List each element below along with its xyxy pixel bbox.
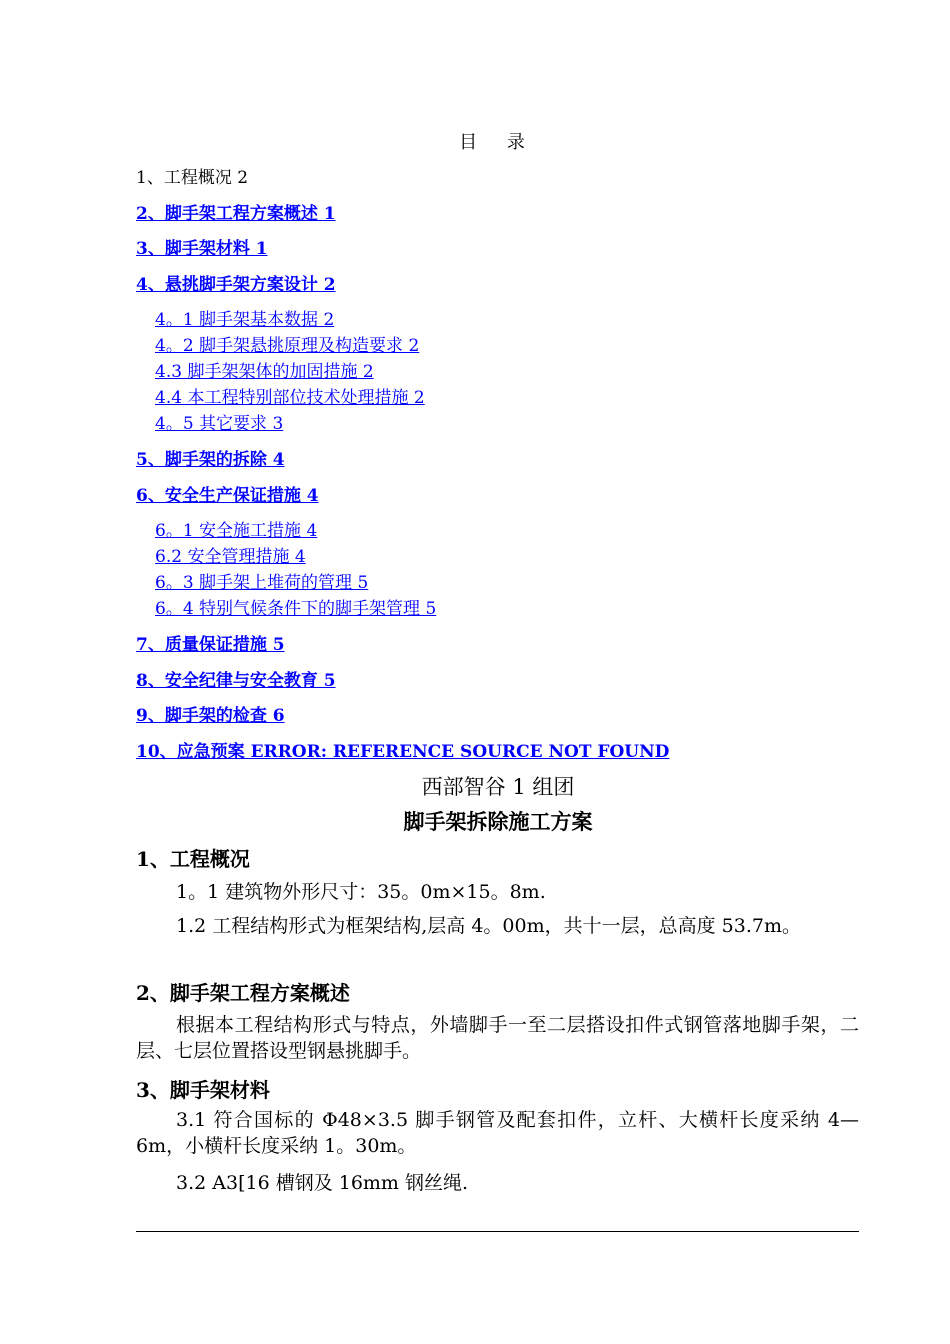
toc-link-8[interactable]: 8、安全纪律与安全教育 5	[136, 671, 336, 691]
toc-link-4[interactable]: 4、悬挑脚手架方案设计 2	[136, 275, 336, 295]
section-heading-2: 2、脚手架工程方案概述	[136, 981, 350, 1005]
toc-link-4-5[interactable]: 4。5 其它要求 3	[155, 414, 284, 434]
toc-link-7[interactable]: 7、质量保证措施 5	[136, 635, 285, 655]
section-1-para-2: 1.2 工程结构形式为框架结构,层高 4。00m，共十一层，总高度 53.7m。	[176, 915, 801, 937]
section-heading-1: 1、工程概况	[136, 847, 250, 871]
toc-link-6-1[interactable]: 6。1 安全施工措施 4	[155, 521, 318, 541]
toc-link-10[interactable]: 10、应急预案 ERROR: REFERENCE SOURCE NOT FOUND	[136, 742, 670, 762]
doc-title-project: 西部智谷 1 组团	[421, 775, 575, 799]
section-2-para-1: 根据本工程结构形式与特点，外墙脚手一至二层搭设扣件式钢管落地脚手架，二层、七层位置搭设型钢悬挑脚手。	[136, 1014, 859, 1062]
toc-link-6-4[interactable]: 6。4 特别气候条件下的脚手架管理 5	[155, 599, 437, 619]
toc-link-9[interactable]: 9、脚手架的检查 6	[136, 706, 285, 726]
section-3-para-2: 3.2 A3[16 槽钢及 16mm 钢丝绳.	[176, 1172, 469, 1194]
section-3-para-1: 3.1 符合国标的 Φ48×3.5 脚手钢管及配套扣件，立杆、大横杆长度采纳 4—6m，小横杆长度采纳 1。30m。	[136, 1109, 859, 1157]
toc-link-3[interactable]: 3、脚手架材料 1	[136, 239, 268, 259]
doc-title-main: 脚手架拆除施工方案	[403, 809, 593, 834]
section-1-para-1: 1。1 建筑物外形尺寸：35。0m×15。8m.	[176, 881, 546, 903]
toc-link-4-1[interactable]: 4。1 脚手架基本数据 2	[155, 310, 335, 330]
footer-divider	[136, 1231, 859, 1232]
toc-link-4-4[interactable]: 4.4 本工程特别部位技术处理措施 2	[155, 388, 425, 408]
toc-link-4-3[interactable]: 4.3 脚手架架体的加固措施 2	[155, 362, 374, 382]
toc-link-6-3[interactable]: 6。3 脚手架上堆荷的管理 5	[155, 573, 369, 593]
toc-link-5[interactable]: 5、脚手架的拆除 4	[136, 450, 285, 470]
toc-link-6-2[interactable]: 6.2 安全管理措施 4	[155, 547, 306, 567]
toc-link-2[interactable]: 2、脚手架工程方案概述 1	[136, 204, 336, 224]
toc-title: 目 录	[459, 132, 537, 153]
section-heading-3: 3、脚手架材料	[136, 1078, 270, 1102]
toc-link-6[interactable]: 6、安全生产保证措施 4	[136, 486, 319, 506]
toc-link-4-2[interactable]: 4。2 脚手架悬挑原理及构造要求 2	[155, 336, 420, 356]
toc-item-1: 1、工程概况 2	[136, 168, 249, 188]
